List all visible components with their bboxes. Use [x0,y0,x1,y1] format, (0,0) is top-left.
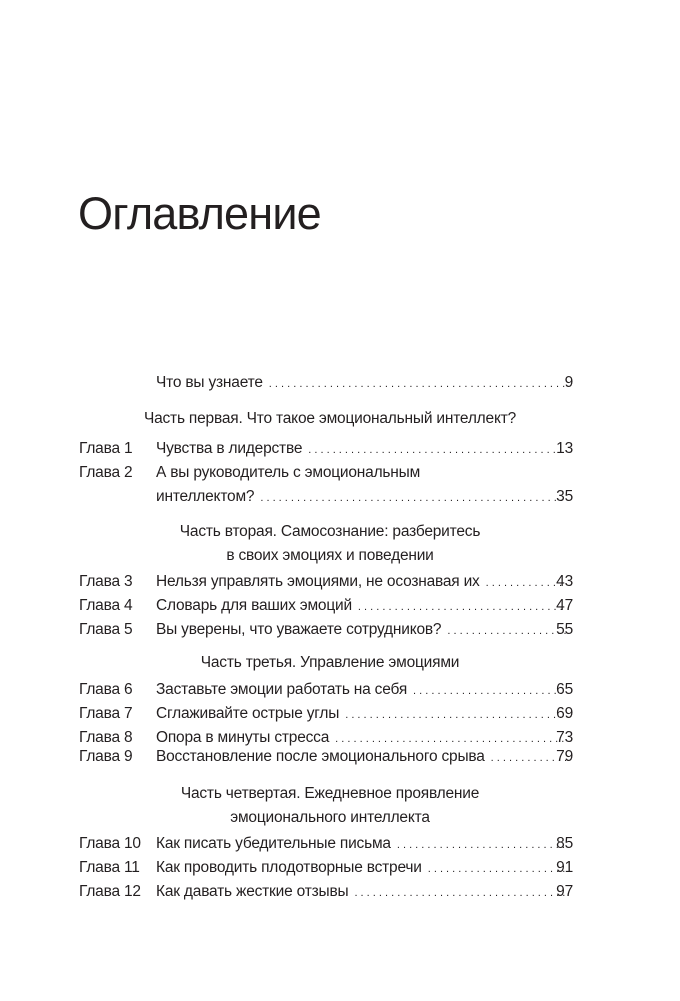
dot-leader [413,679,566,703]
toc-chapter-row-label[interactable] [0,461,680,485]
chapter-label: Глава 10 [79,835,141,852]
toc-entry [156,880,572,905]
toc-page-number: 97 [556,883,573,900]
toc-entry [156,371,572,396]
toc-page-number: 79 [556,748,573,765]
toc-chapter-row[interactable] [0,437,680,461]
toc-entry-title: Как проводить плодотворные встречи [156,859,422,876]
dot-leader [260,486,566,510]
chapter-label: Глава 4 [79,597,133,614]
toc-page-number: 43 [556,573,573,590]
toc-entry [156,485,572,510]
dot-leader [491,746,566,770]
part-heading: Часть вторая. Самосознание: разберитесь в своих эмоциях и поведении [179,523,481,564]
toc-page-number: 73 [556,729,573,746]
toc-entry [156,570,572,595]
toc-page-number: 69 [556,705,573,722]
toc-page-number: 13 [556,440,573,457]
toc-entry [156,745,572,770]
chapter-label: Глава 12 [79,883,141,900]
toc-entry-title: Словарь для ваших эмоций [156,597,352,614]
toc-entry-title: Заставьте эмоции работать на себя [156,681,408,698]
toc-page-number: 91 [556,859,573,876]
dot-leader [397,833,566,857]
toc-entry [156,678,572,703]
dot-leader [486,571,566,595]
toc-entry-title: Чувства в лидерстве [156,440,303,457]
chapter-label: Глава 7 [79,705,133,722]
toc-chapter-row[interactable] [0,856,680,880]
toc-page-number: 35 [556,488,573,505]
toc-chapter-row[interactable] [0,570,680,594]
chapter-label: Глава 8 [79,729,133,746]
page-title: Оглавление [78,188,321,239]
toc-chapter-row[interactable] [0,880,680,904]
toc-entry [156,594,572,619]
part-heading: Часть третья. Управление эмоциями [200,654,460,671]
toc-entry [156,832,572,857]
dot-leader [345,703,566,727]
dot-leader [354,881,566,905]
part-heading: Часть первая. Что такое эмоциональный интеллект? [143,410,517,427]
toc-entry [156,618,572,643]
toc-entry-title: Что вы узнаете [156,374,263,391]
toc-page-number: 9 [564,374,573,391]
toc-chapter-row[interactable] [0,702,680,726]
toc-chapter-row[interactable] [0,678,680,702]
chapter-label: Глава 1 [79,440,133,457]
toc-page-number: 85 [556,835,573,852]
toc-page-number: 55 [556,621,573,638]
dot-leader [428,857,566,881]
toc-chapter-row[interactable] [0,618,680,642]
chapter-label: Глава 11 [79,859,140,876]
toc-entry-title: Опора в минуты стресса [156,729,330,746]
toc-entry-title: Как писать убедительные письма [156,835,391,852]
dot-leader [269,372,566,396]
toc-chapter-row[interactable] [0,745,680,769]
dot-leader [358,595,566,619]
chapter-label: Глава 9 [79,748,133,765]
toc-entry-title-line1: А вы руководитель с эмоциональным [156,464,421,481]
dot-leader [447,619,566,643]
toc-page-number: 47 [556,597,573,614]
part-heading: Часть четвертая. Ежедневное проявление эмоционального интеллекта [180,785,480,826]
toc-chapter-row[interactable] [0,594,680,618]
toc-entry-title: Сглаживайте острые углы [156,705,340,722]
chapter-label: Глава 6 [79,681,133,698]
toc-entry-title: Вы уверены, что уважаете сотрудников? [156,621,442,638]
dot-leader [308,438,566,462]
toc-page-number: 65 [556,681,573,698]
toc-entry-title: Восстановление после эмоционального срыва [156,748,485,765]
toc-chapter-row[interactable] [0,485,680,509]
toc-entry [156,437,572,462]
toc-entry [156,702,572,727]
toc-entry-title: интеллектом? [156,488,255,505]
chapter-label: Глава 3 [79,573,133,590]
chapter-label: Глава 2 [79,464,133,481]
toc-intro-row[interactable] [0,371,680,395]
toc-entry [156,856,572,881]
toc-entry-title: Нельзя управлять эмоциями, не осознавая их [156,573,480,590]
toc-entry-title: Как давать жесткие отзывы [156,883,349,900]
toc-chapter-row[interactable] [0,832,680,856]
chapter-label: Глава 5 [79,621,133,638]
